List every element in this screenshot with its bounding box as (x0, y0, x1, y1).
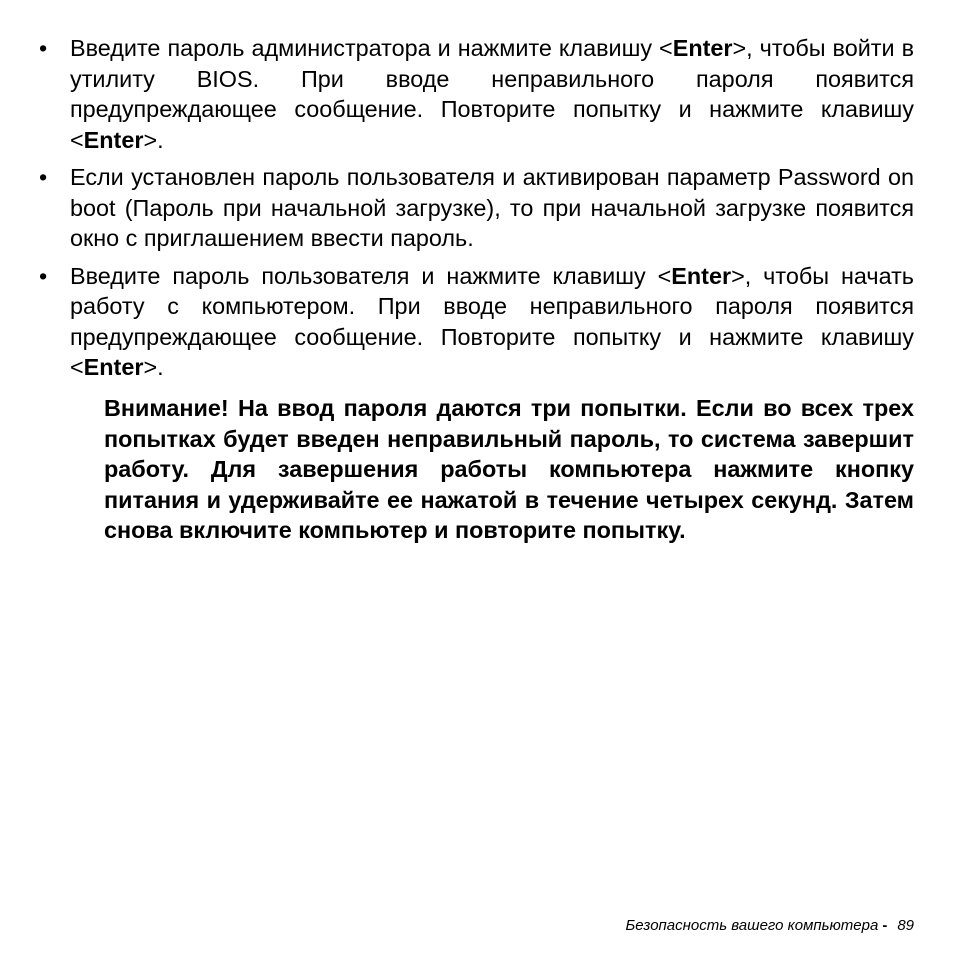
key-name: Enter (83, 126, 144, 153)
key-name: Enter (672, 35, 733, 61)
item-text: Введите пароль администратора и нажмите клавишу < (70, 35, 673, 61)
page-footer (625, 917, 914, 934)
key-name: Enter (671, 262, 732, 289)
list-item (36, 261, 914, 383)
bullet-icon: • (39, 35, 48, 61)
bullet-icon: • (39, 164, 48, 190)
footer-section-title: Безопасность вашего компьютера (625, 917, 879, 934)
key-name: Enter (83, 354, 144, 380)
page-number: 89 (897, 917, 914, 934)
list-item (36, 162, 914, 254)
footer-separator: - (882, 917, 888, 934)
bullet-icon: • (39, 262, 48, 289)
list-item (36, 33, 914, 155)
item-text: >, чтобы начать работу с компьютером. При вводе неправильного пароля появится предупреждающее сообщение. Повторите попытку и нажмите клавишу < (70, 262, 914, 380)
item-text: Введите пароль пользователя и нажмите клавишу < (70, 262, 672, 289)
item-text: >, чтобы войти в утилиту BIOS. При вводе неправильного пароля появится предупреждающее сообщение. Повторите попытку и нажмите клавишу < (70, 35, 915, 153)
instruction-list (36, 33, 914, 390)
warning-note: Внимание! На ввод пароля даются три попытки. Если во всех трех попытках будет введен неправильный пароль, то система завершит работу. Для завершения работы компьютера нажмите кнопку питания и удерживайте ее нажатой в течение четырех секунд. Затем снова включите компьютер и повторите попытку. (104, 395, 914, 543)
item-text: >. (143, 126, 164, 153)
item-text: >. (143, 354, 164, 380)
item-text: Если установлен пароль пользователя и активирован параметр Password on boot (Пароль при начальной загрузке), то при начальной загрузке появится окно с приглашением ввести пароль. (70, 164, 914, 251)
